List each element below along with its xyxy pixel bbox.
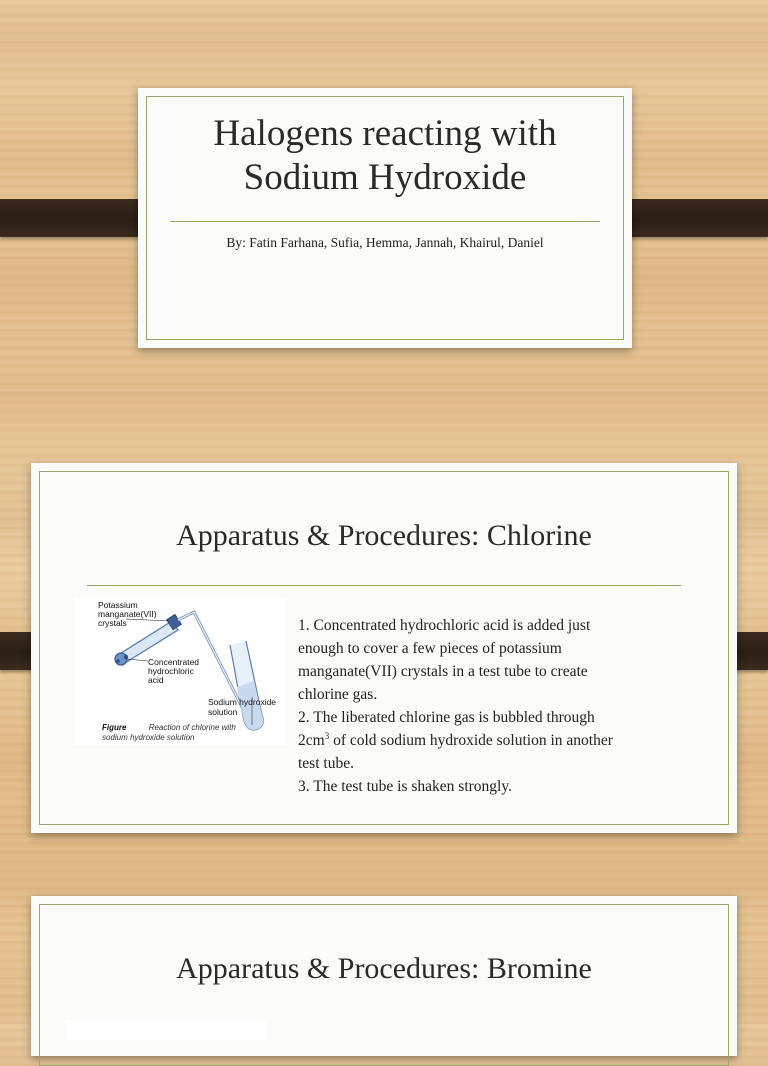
label-crystals: crystals <box>98 618 127 628</box>
caption-text: Reaction of chlorine with <box>148 723 236 732</box>
label-manganate: manganate(VII) <box>98 609 157 619</box>
step-2-line-3: test tube. <box>298 755 354 772</box>
step-1-line-3: manganate(VII) crystals in a test tube to create <box>298 663 588 680</box>
volume-value: 2cm <box>298 732 325 749</box>
chlorine-slide[interactable] <box>31 463 737 833</box>
caption-figure-word: Figure <box>102 723 127 732</box>
label-sodium-hydroxide: Sodium hydroxide <box>208 697 277 707</box>
step-3: 3. The test tube is shaken strongly. <box>298 778 512 795</box>
title-rule <box>170 221 600 222</box>
bromine-slide[interactable] <box>31 896 737 1056</box>
volume-superscript: 3 <box>324 730 330 741</box>
label-concentrated: Concentrated <box>148 657 200 667</box>
slide-title: Apparatus & Procedures: Bromine <box>176 952 592 985</box>
label-potassium: Potassium <box>98 600 138 610</box>
strap-right-1 <box>612 199 768 237</box>
apparatus-figure <box>74 597 287 745</box>
label-hydrochloric: hydrochloric <box>148 666 194 676</box>
procedure-steps <box>298 614 718 798</box>
step-2-line-1: 2. The liberated chlorine gas is bubbled through <box>298 709 595 726</box>
label-acid: acid <box>148 675 164 685</box>
step-1-line-2: enough to cover a few pieces of potassium <box>298 640 562 657</box>
strap-left-1 <box>0 199 156 237</box>
apparatus-figure-partial <box>66 1020 266 1040</box>
step-1-line-4: chlorine gas. <box>298 686 378 703</box>
label-solution: solution <box>208 707 238 717</box>
slide-title <box>138 112 632 200</box>
byline: By: Fatin Farhana, Sufia, Hemma, Jannah, Khairul, Daniel <box>226 235 544 250</box>
figure-caption-line2: sodium hydroxide solution <box>102 733 195 742</box>
step-2-line-2-rest: of cold sodium hydroxide solution in another <box>329 732 613 749</box>
title-line-1: Halogens reacting with <box>213 113 557 154</box>
title-rule <box>87 585 681 586</box>
step-2-line-2 <box>298 729 718 752</box>
step-1-line-1: 1. Concentrated hydrochloric acid is added just <box>298 617 591 634</box>
figure-caption <box>102 723 287 733</box>
title-line-2: Sodium Hydroxide <box>243 157 527 198</box>
title-slide[interactable] <box>138 88 632 348</box>
slide-title: Apparatus & Procedures: Chlorine <box>176 519 592 552</box>
